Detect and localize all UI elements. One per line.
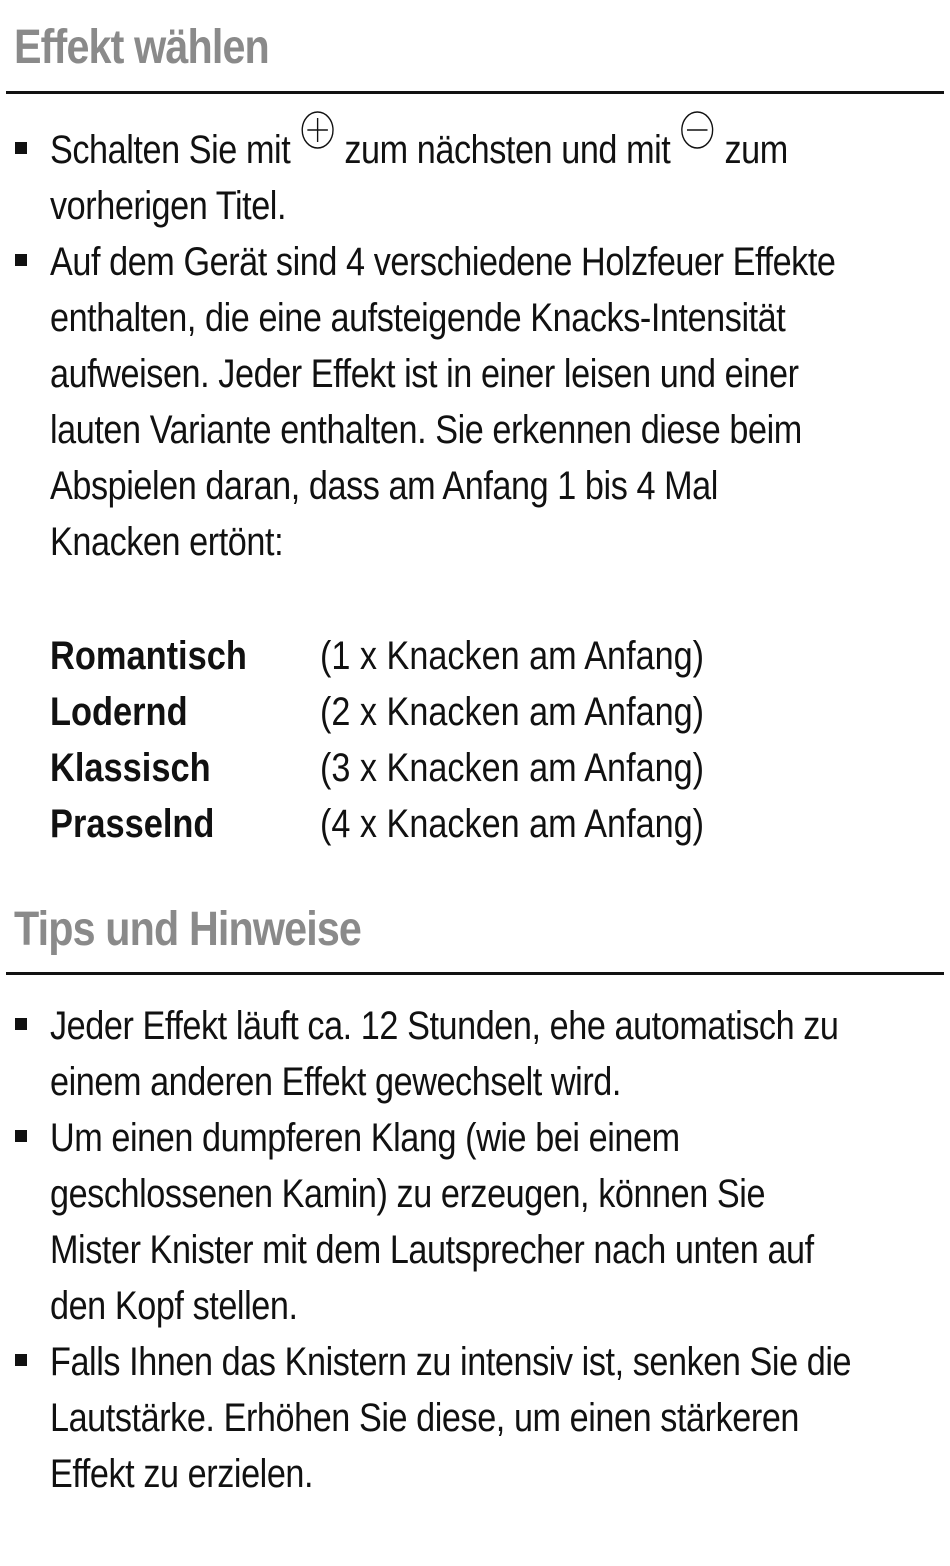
effect-description: (2 x Knacken am Anfang) (320, 690, 705, 734)
bullet-line: Lautstärke. Erhöhen Sie diese, um einen stärkeren (50, 1396, 800, 1440)
bullet-line: Mister Knister mit dem Lautsprecher nach unten auf (50, 1228, 814, 1272)
list-item-tip (0, 1110, 950, 1334)
effect-name: Klassisch (50, 746, 211, 790)
section-title-tips-und-hinweise: Tips und Hinweise (14, 903, 362, 956)
list-item-effects-info (0, 234, 950, 570)
bullet-line: einem anderen Effekt gewechselt wird. (50, 1060, 621, 1104)
bullet-text: vorherigen Titel. (50, 184, 287, 228)
bullet-line: Um einen dumpferen Klang (wie bei einem (50, 1116, 680, 1160)
bullet-marker (15, 1018, 27, 1030)
effect-row (50, 684, 930, 740)
section-divider (6, 972, 944, 975)
effect-description: (3 x Knacken am Anfang) (320, 746, 705, 790)
bullet-line: Falls Ihnen das Knistern zu intensiv ist, senken Sie die (50, 1340, 852, 1384)
tips-list (0, 998, 950, 1502)
effect-instructions-list (0, 122, 950, 570)
list-item-tip (0, 998, 950, 1110)
effect-name: Romantisch (50, 634, 247, 678)
minus-circle-icon (679, 109, 715, 151)
effect-name: Lodernd (50, 690, 188, 734)
bullet-text: Schalten Sie mit (50, 128, 291, 172)
effects-table (50, 628, 930, 852)
bullet-line: den Kopf stellen. (50, 1284, 298, 1328)
bullet-marker (15, 1130, 27, 1142)
bullet-marker (15, 142, 27, 154)
list-item-navigation (0, 122, 950, 234)
plus-circle-icon (299, 109, 335, 151)
bullet-line: enthalten, die eine aufsteigende Knacks-Intensität (50, 296, 786, 340)
bullet-marker (15, 1354, 27, 1366)
effect-name: Prasselnd (50, 802, 215, 846)
effect-row (50, 796, 930, 852)
effect-description: (4 x Knacken am Anfang) (320, 802, 705, 846)
bullet-line: Abspielen daran, dass am Anfang 1 bis 4 Mal (50, 464, 718, 508)
effect-row (50, 628, 930, 684)
bullet-line: Effekt zu erzielen. (50, 1452, 314, 1496)
effect-row (50, 740, 930, 796)
effect-description: (1 x Knacken am Anfang) (320, 634, 705, 678)
bullet-line: Knacken ertönt: (50, 520, 284, 564)
bullet-line: Jeder Effekt läuft ca. 12 Stunden, ehe automatisch zu (50, 1004, 839, 1048)
list-item-tip (0, 1334, 950, 1502)
bullet-text: zum (724, 128, 788, 172)
bullet-marker (15, 254, 27, 266)
section-title-effekt-waehlen: Effekt wählen (14, 21, 269, 74)
bullet-line: Auf dem Gerät sind 4 verschiedene Holzfeuer Effekte (50, 240, 836, 284)
bullet-line: geschlossenen Kamin) zu erzeugen, können Sie (50, 1172, 766, 1216)
bullet-line: lauten Variante enthalten. Sie erkennen diese beim (50, 408, 802, 452)
bullet-text: zum nächsten und mit (344, 128, 671, 172)
section-divider (6, 91, 944, 94)
bullet-line: aufweisen. Jeder Effekt ist in einer leisen und einer (50, 352, 799, 396)
